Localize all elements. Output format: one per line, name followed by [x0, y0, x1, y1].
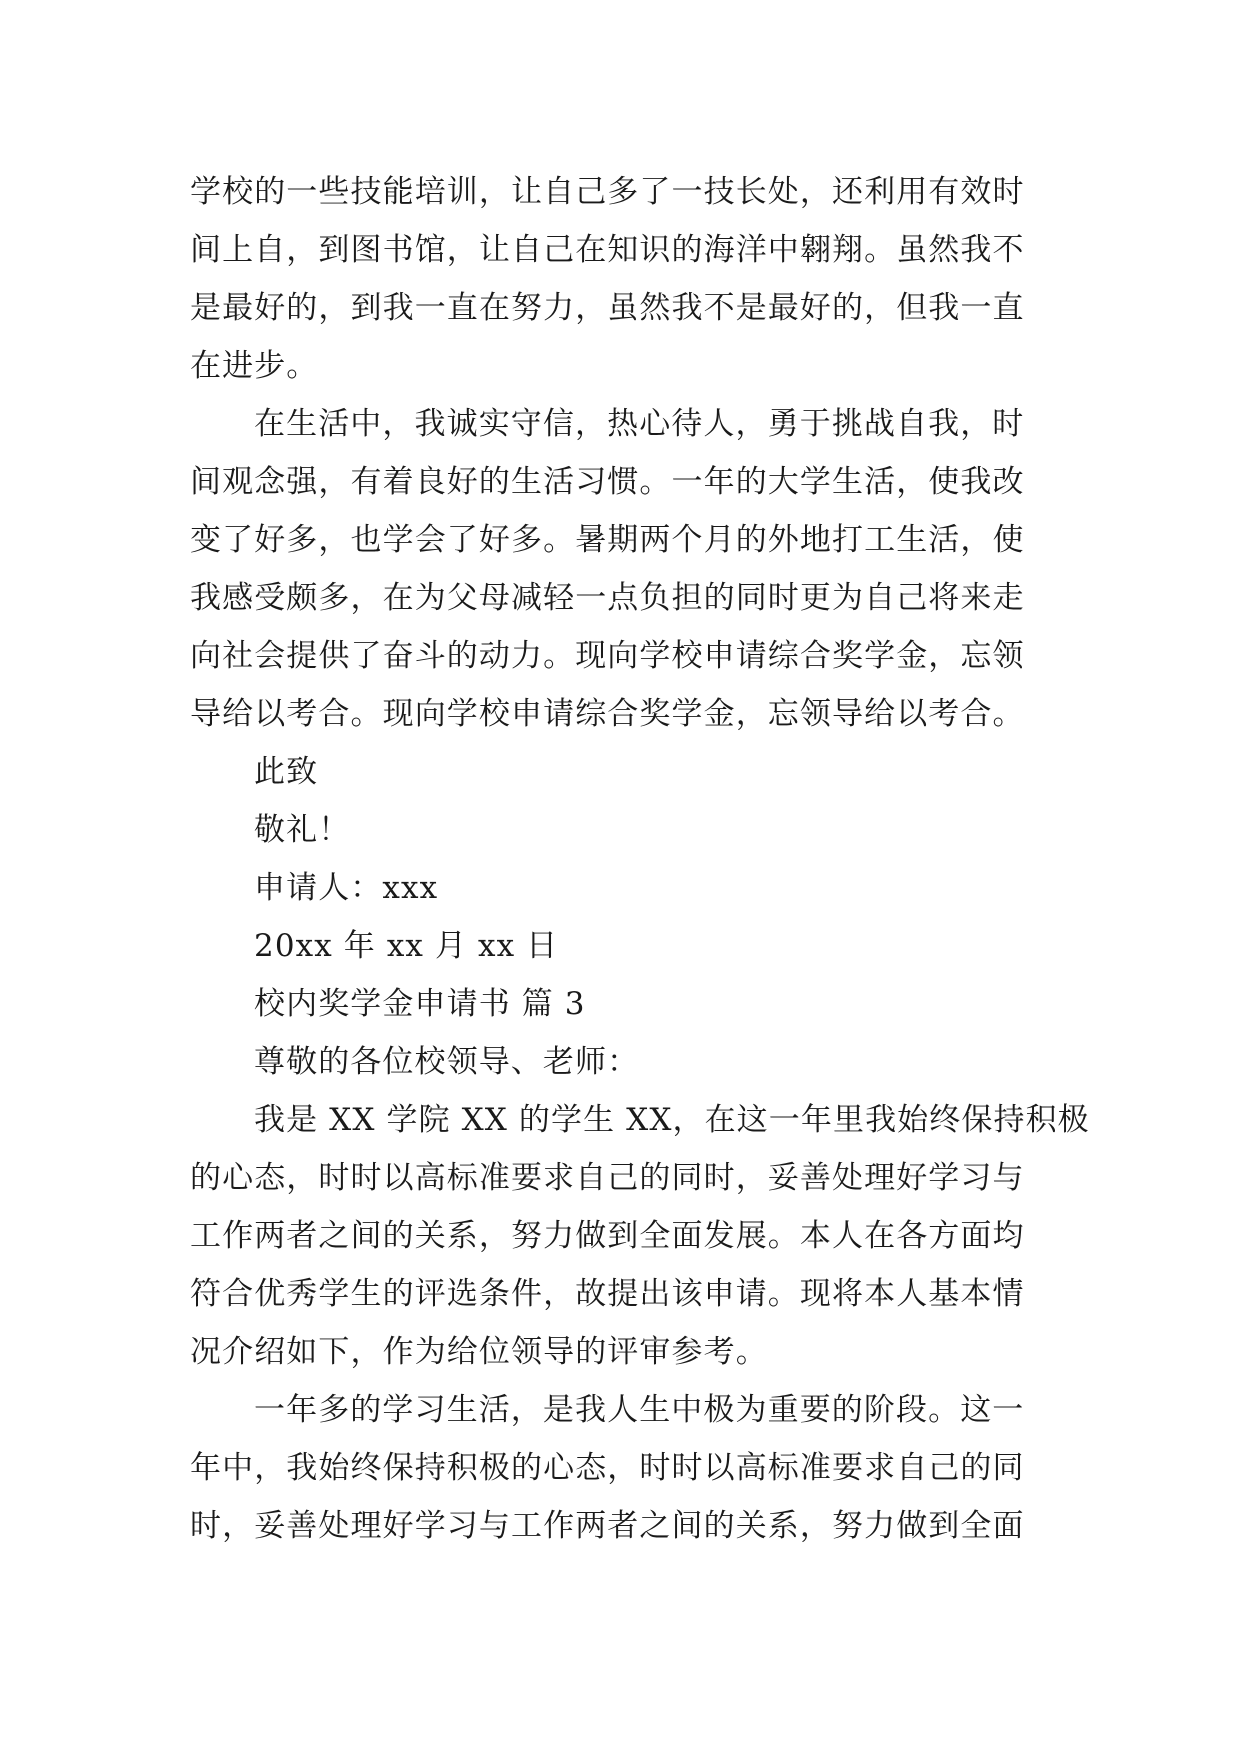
- text-line: 的心态，时时以高标准要求自己的同时，妥善处理好学习与: [190, 1160, 1025, 1196]
- closing-regards: 敬礼！: [254, 812, 351, 848]
- text-line: 年中，我始终保持积极的心态，时时以高标准要求自己的同: [190, 1450, 1025, 1486]
- applicant-signature: 申请人：xxx: [254, 870, 439, 906]
- text-line: 导给以考合。现向学校申请综合奖学金，忘领导给以考合。: [190, 696, 1025, 732]
- paragraph-start: 我是 XX 学院 XX 的学生 XX，在这一年里我始终保持积极: [254, 1102, 1090, 1138]
- text-line: 我感受颇多，在为父母减轻一点负担的同时更为自己将来走: [190, 580, 1025, 616]
- paragraph-start: 一年多的学习生活，是我人生中极为重要的阶段。这一: [254, 1392, 1025, 1428]
- closing-salutation: 此致: [254, 754, 319, 790]
- text-line: 学校的一些技能培训，让自己多了一技长处，还利用有效时: [190, 174, 1025, 210]
- text-line: 是最好的，到我一直在努力，虽然我不是最好的，但我一直: [190, 290, 1025, 326]
- date-line: 20xx 年 xx 月 xx 日: [254, 928, 559, 964]
- text-line: 向社会提供了奋斗的动力。现向学校申请综合奖学金，忘领: [190, 638, 1025, 674]
- text-line: 间观念强，有着良好的生活习惯。一年的大学生活，使我改: [190, 464, 1025, 500]
- document-body: [190, 163, 1090, 1555]
- text-line: 时，妥善处理好学习与工作两者之间的关系，努力做到全面: [190, 1508, 1025, 1544]
- text-line: 况介绍如下，作为给位领导的评审参考。: [190, 1334, 768, 1370]
- greeting: 尊敬的各位校领导、老师：: [254, 1044, 640, 1080]
- text-line: 符合优秀学生的评选条件，故提出该申请。现将本人基本情: [190, 1276, 1025, 1312]
- text-line: 在进步。: [190, 348, 319, 384]
- paragraph-start: 在生活中，我诚实守信，热心待人，勇于挑战自我，时: [254, 406, 1025, 442]
- section-heading: 校内奖学金申请书 篇 3: [254, 986, 586, 1022]
- text-line: 工作两者之间的关系，努力做到全面发展。本人在各方面均: [190, 1218, 1025, 1254]
- text-line: 间上自，到图书馆，让自己在知识的海洋中翱翔。虽然我不: [190, 232, 1025, 268]
- text-line: 变了好多，也学会了好多。暑期两个月的外地打工生活，使: [190, 522, 1025, 558]
